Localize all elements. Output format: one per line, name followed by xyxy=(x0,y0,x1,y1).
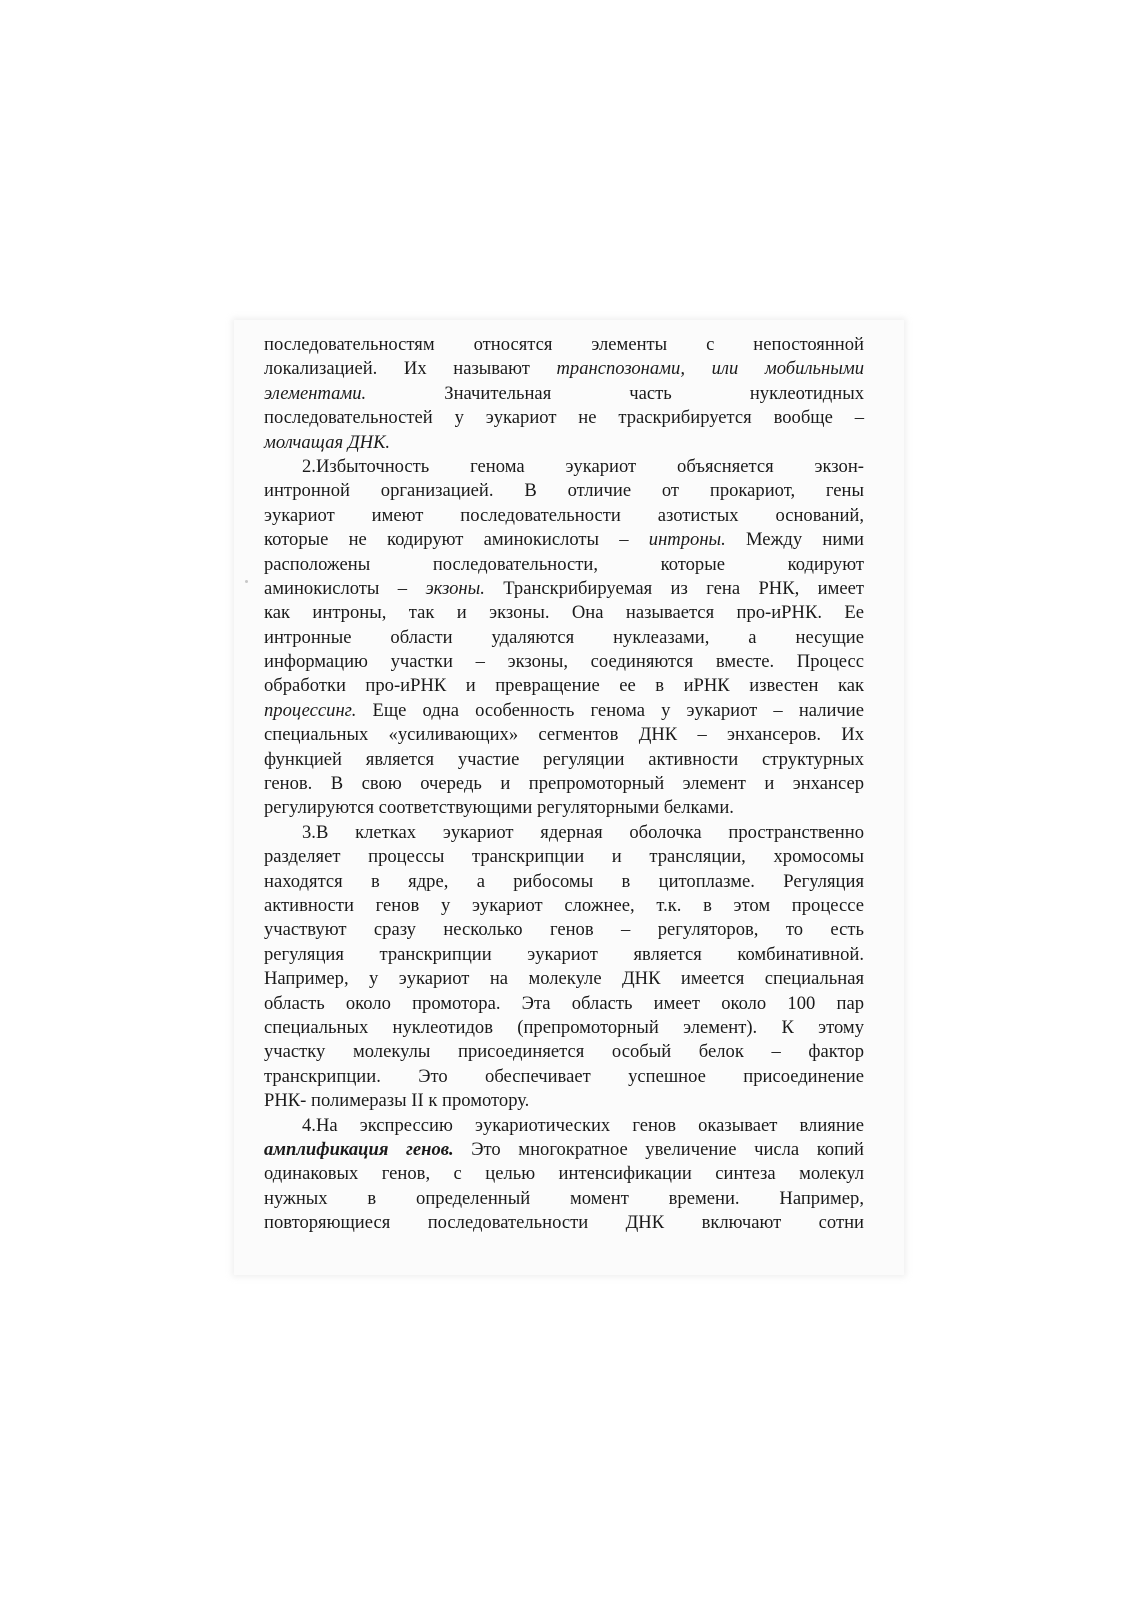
text-line: генов. В свою очередь и препромоторный элемент и энхансер xyxy=(264,773,864,795)
paragraph-3-start: 3.В клетках эукариот ядерная оболочка пространственно xyxy=(302,821,864,843)
paragraph-2-start: 2.Избыточность генома эукариот объясняется экзон- xyxy=(302,455,864,477)
text-line: локализацией. Их называют транспозонами, или мобильными xyxy=(264,358,865,380)
text-line: повторяющиеся последовательности ДНК включают сотни xyxy=(264,1212,864,1234)
text-line: молчащая ДНК. xyxy=(264,431,391,453)
text-line: участвуют сразу несколько генов – регуляторов, то есть xyxy=(264,919,864,941)
text-line: последовательностей у эукариот не траскрибируется вообще – xyxy=(264,407,864,429)
text-line: которые не кодируют аминокислоты – интроны. Между ними xyxy=(264,529,865,551)
text-line: разделяет процессы транскрипции и трансляции, хромосомы xyxy=(264,846,864,868)
text-line: как интроны, так и экзоны. Она называется про-иРНК. Ее xyxy=(264,602,864,624)
text-line: последовательностям относятся элементы с непостоянной xyxy=(264,334,864,355)
text-line: функцией является участие регуляции активности структурных xyxy=(264,748,864,770)
text-line: находятся в ядре, а рибосомы в цитоплазме. Регуляция xyxy=(264,870,864,892)
text-line: информацию участки – экзоны, соединяются вместе. Процесс xyxy=(264,651,864,673)
text-line: активности генов у эукариот сложнее, т.к. в этом процессе xyxy=(264,894,864,916)
text-line: регулируются соответствующими регуляторными белками. xyxy=(264,797,734,819)
text-line: регуляция транскрипции эукариот является комбинативной. xyxy=(264,943,864,965)
text-line: расположены последовательности, которые кодируют xyxy=(264,553,864,575)
text-line: транскрипции. Это обеспечивает успешное присоединение xyxy=(264,1065,864,1087)
text-line: интронные области удаляются нуклеазами, а несущие xyxy=(264,626,864,648)
text-line: аминокислоты – экзоны. Транскрибируемая из гена РНК, имеет xyxy=(264,577,864,599)
text-line: одинаковых генов, с целью интенсификации синтеза молекул xyxy=(264,1163,864,1185)
paragraph-4-start: 4.На экспрессию эукариотических генов оказывает влияние xyxy=(302,1114,864,1136)
text-line: область около промотора. Эта область имеет около 100 пар xyxy=(264,992,864,1014)
body-text xyxy=(264,333,864,1235)
text-line: специальных нуклеотидов (препромоторный элемент). К этому xyxy=(264,1016,864,1038)
text-line: элементами. Значительная часть нуклеотидных xyxy=(264,382,864,404)
text-line: амплификация генов. Это многократное увеличение числа копий xyxy=(264,1138,864,1160)
text-line: специальных «усиливающих» сегментов ДНК – энхансеров. Их xyxy=(264,724,864,746)
text-line: интронной организацией. В отличие от прокариот, гены xyxy=(264,480,864,502)
text-line: эукариот имеют последовательности азотистых оснований, xyxy=(264,504,864,526)
text-line: процессинг. Еще одна особенность генома у эукариот – наличие xyxy=(264,699,864,721)
scan-speck xyxy=(245,580,248,583)
text-line: Например, у эукариот на молекуле ДНК имеется специальная xyxy=(264,968,864,990)
text-line: участку молекулы присоединяется особый белок – фактор xyxy=(264,1041,864,1063)
text-line: РНК- полимеразы II к промотору. xyxy=(264,1090,530,1112)
text-line: обработки про-иРНК и превращение ее в иРНК известен как xyxy=(264,675,864,697)
text-line: нужных в определенный момент времени. Например, xyxy=(264,1187,864,1209)
